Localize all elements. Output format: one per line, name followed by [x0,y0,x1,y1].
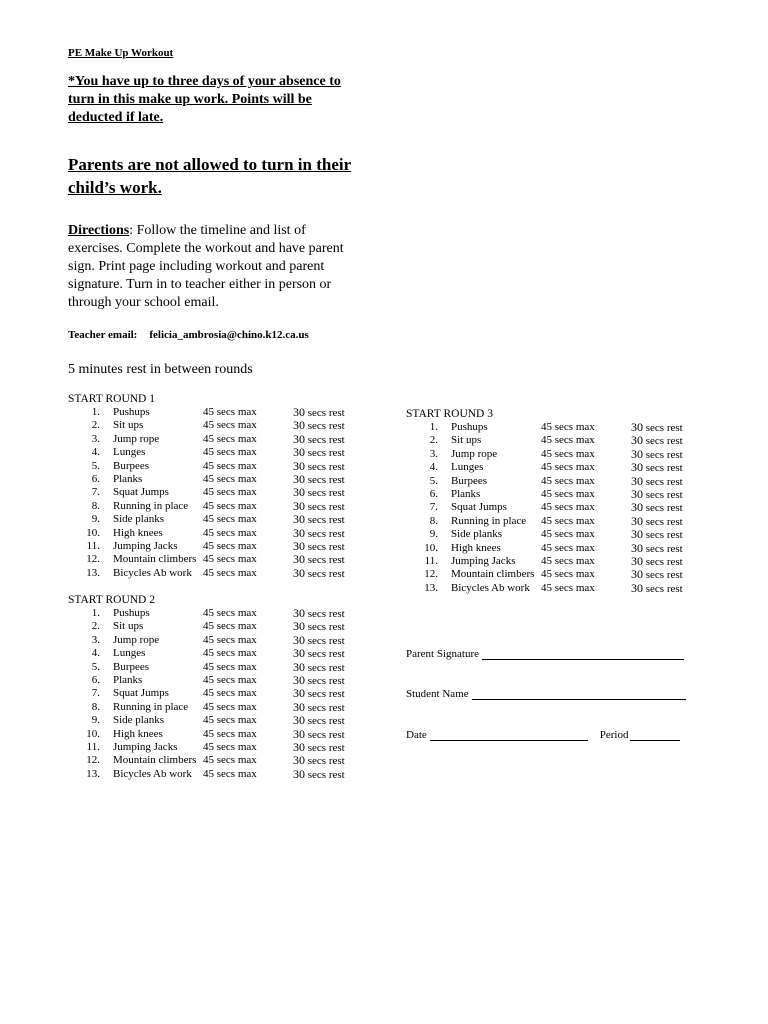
exercise-row [68,739,345,754]
exercise-number: 1. [91,406,100,418]
exercise-number: 4. [91,647,100,660]
exercise-name: Sit ups [451,434,482,447]
exercise-name: Mountain climbers [113,553,197,566]
exercise-name: Planks [451,487,481,500]
exercise-duration: 45 secs max [541,487,595,500]
round-title: START ROUND 1 [68,393,155,405]
rest-seconds: 30 [293,726,305,741]
exercise-duration: 45 secs max [541,447,595,460]
directions-paragraph [68,222,358,312]
rest-seconds: 30 [293,431,305,446]
rest-label: secs rest [645,448,683,461]
exercise-number: 3. [91,432,100,445]
exercise-number: 2. [429,434,438,447]
exercise-name: Jumping Jacks [451,554,516,567]
rest-seconds: 30 [293,619,305,634]
teacher-email-label: Teacher email: [68,329,138,341]
exercise-row [406,446,683,461]
rest-seconds: 30 [631,500,643,515]
rest-seconds: 30 [293,659,305,674]
exercise-row [68,646,345,661]
exercise-number: 6. [91,472,100,485]
exercise-name: Squat Jumps [451,501,507,514]
exercise-row [406,486,683,501]
rest-label: secs rest [307,728,345,741]
exercise-number: 9. [91,714,100,727]
exercise-number: 11. [424,554,438,567]
rest-seconds: 30 [293,405,305,419]
exercise-number: 10. [86,526,100,539]
exercise-number: 12. [86,553,100,566]
exercise-number: 4. [429,461,438,474]
exercise-name: Jump rope [451,447,498,460]
exercise-number: 6. [91,673,100,686]
exercise-duration: 45 secs max [541,514,595,527]
rest-label: secs rest [645,435,683,448]
exercise-name: Squat Jumps [113,486,169,499]
rest-seconds: 30 [631,460,643,475]
rest-label: secs rest [645,569,683,582]
exercise-number: 2. [91,620,100,633]
parent-signature-label: Parent Signature [406,648,480,660]
rest-label: secs rest [307,567,345,580]
rest-seconds: 30 [293,632,305,647]
rest-seconds: 30 [293,445,305,460]
exercise-number: 12. [424,568,438,581]
rest-label: secs rest [307,661,345,674]
date-field[interactable] [430,729,588,741]
exercise-name: Running in place [113,499,189,512]
rest-label: secs rest [307,420,345,433]
exercise-name: Side planks [113,714,165,727]
rest-label: secs rest [645,488,683,501]
exercise-row [406,433,683,448]
rest-seconds: 30 [293,418,305,433]
exercise-row [68,672,345,687]
period-field[interactable] [630,729,680,741]
exercise-duration: 45 secs max [541,461,595,474]
exercise-rest [293,567,345,581]
exercise-number: 4. [91,446,100,459]
exercise-number: 10. [424,541,438,554]
exercise-row [406,580,683,595]
parents-notice: Parents are not allowed to turn in their child’s work. [68,155,352,197]
exercise-number: 8. [91,499,100,512]
student-name-line [406,688,686,700]
exercise-row [406,567,683,582]
rest-seconds: 30 [293,458,305,473]
exercise-duration: 45 secs max [541,528,595,541]
exercise-duration: 45 secs max [203,633,257,646]
rest-seconds: 30 [293,713,305,728]
rest-seconds: 30 [293,672,305,687]
rest-seconds: 30 [293,646,305,661]
rest-seconds: 30 [631,473,643,488]
exercise-duration: 45 secs max [203,767,257,780]
rest-seconds: 30 [293,686,305,701]
exercise-name: Lunges [113,647,146,660]
exercise-name: Bicycles Ab work [113,767,192,780]
exercise-name: Mountain climbers [113,754,197,767]
exercise-row [68,659,345,674]
rest-seconds: 30 [293,753,305,768]
exercise-duration: 45 secs max [203,754,257,767]
rest-label: secs rest [645,542,683,555]
exercise-row [68,699,345,714]
exercise-name: Bicycles Ab work [451,581,530,594]
exercise-name: Pushups [451,421,488,433]
exercise-duration: 45 secs max [541,541,595,554]
exercise-name: Jump rope [113,633,160,646]
exercise-row [68,512,345,527]
rest-label: secs rest [307,473,345,486]
exercise-name: Jumping Jacks [113,740,178,753]
exercise-number: 8. [91,700,100,713]
directions-text: : Follow the timeline and list of exercises. Complete the workout and have parent sign. Print page including workout and parent signature. Turn in to teacher either in person or through your school email. [68,223,344,310]
exercise-name: Jump rope [113,432,160,445]
teacher-email-address: felicia_ambrosia@chino.k12.ca.us [149,329,309,341]
exercise-duration: 45 secs max [203,714,257,727]
rest-label: secs rest [307,407,345,419]
rest-seconds: 30 [631,420,643,434]
exercise-duration: 45 secs max [203,406,257,418]
rest-label: secs rest [307,755,345,768]
exercise-row [68,431,345,446]
rest-label: secs rest [307,608,345,620]
date-label: Date [406,729,427,741]
exercise-row [68,766,345,781]
exercise-name: Squat Jumps [113,687,169,700]
exercise-name: Lunges [451,461,484,474]
exercise-duration: 45 secs max [541,554,595,567]
exercise-name: Planks [113,472,143,485]
exercise-duration: 45 secs max [203,620,257,633]
exercise-number: 1. [429,421,438,433]
exercise-row [68,726,345,741]
exercise-duration: 45 secs max [203,740,257,753]
rest-label: secs rest [307,768,345,781]
round-3 [406,407,683,595]
rest-label: secs rest [645,555,683,568]
exercise-number: 10. [86,727,100,740]
exercise-row [406,420,683,434]
exercise-duration: 45 secs max [203,566,257,579]
exercise-row [68,525,345,540]
rest-seconds: 30 [631,553,643,568]
exercise-name: Jumping Jacks [113,539,178,552]
exercise-row [68,632,345,647]
exercise-duration: 45 secs max [203,499,257,512]
exercise-number: 7. [429,501,438,514]
exercise-name: Burpees [113,459,150,472]
late-notice: *You have up to three days of your absence to turn in this make up work. Points will be deducted if late. [68,74,341,125]
exercise-row [68,686,345,701]
exercise-row [68,538,345,553]
exercise-duration: 45 secs max [203,472,257,485]
directions-label: Directions [68,223,130,238]
rest-label: secs rest [307,621,345,634]
exercise-name: Running in place [113,700,189,713]
exercise-row [68,471,345,486]
exercise-number: 3. [91,633,100,646]
rest-label: secs rest [307,554,345,567]
exercise-row [68,458,345,473]
exercise-number: 5. [429,474,438,487]
round-title: START ROUND 3 [406,408,493,420]
exercise-duration: 45 secs max [541,581,595,594]
exercise-duration: 45 secs max [203,459,257,472]
rest-seconds: 30 [293,552,305,567]
exercise-duration: 45 secs max [203,727,257,740]
exercise-name: Bicycles Ab work [113,566,192,579]
rest-seconds: 30 [293,766,305,781]
exercise-name: Burpees [113,660,150,673]
rest-seconds: 30 [293,512,305,527]
exercise-duration: 45 secs max [541,434,595,447]
exercise-number: 7. [91,687,100,700]
exercise-row [68,552,345,567]
rest-label: secs rest [645,502,683,515]
exercise-duration: 45 secs max [203,660,257,673]
round-2 [68,593,345,781]
exercise-duration: 45 secs max [203,607,257,619]
rest-seconds: 30 [631,486,643,501]
exercise-number: 12. [86,754,100,767]
exercise-number: 9. [429,528,438,541]
exercise-duration: 45 secs max [203,486,257,499]
exercise-row [68,713,345,728]
exercise-row [406,553,683,568]
exercise-name: Lunges [113,446,146,459]
exercise-duration: 45 secs max [203,553,257,566]
round-title: START ROUND 2 [68,594,155,606]
rest-label: secs rest [307,741,345,754]
rest-seconds: 30 [631,567,643,582]
exercise-name: Running in place [451,514,527,527]
exercise-list [406,420,683,595]
exercise-name: High knees [451,541,501,554]
exercise-number: 11. [86,740,100,753]
exercise-rest [293,768,345,782]
exercise-number: 13. [424,581,438,594]
rest-label: secs rest [645,529,683,542]
exercise-number: 7. [91,486,100,499]
exercise-duration: 45 secs max [541,421,595,433]
rest-seconds: 30 [631,433,643,448]
exercise-name: Planks [113,673,143,686]
document-title: PE Make Up Workout [68,47,174,59]
rest-seconds: 30 [293,699,305,714]
rest-label: secs rest [307,433,345,446]
rest-label: secs rest [307,674,345,687]
exercise-duration: 45 secs max [203,539,257,552]
rest-label: secs rest [307,514,345,527]
exercise-row [68,485,345,500]
exercise-duration: 45 secs max [203,647,257,660]
rest-label: secs rest [307,634,345,647]
exercise-number: 6. [429,487,438,500]
rest-seconds: 30 [631,513,643,528]
exercise-name: Burpees [451,474,488,487]
teacher-email [68,329,309,341]
exercise-duration: 45 secs max [541,474,595,487]
rest-seconds: 30 [293,606,305,620]
exercise-row [406,500,683,515]
exercise-duration: 45 secs max [541,568,595,581]
exercise-duration: 45 secs max [203,432,257,445]
rest-label: secs rest [307,540,345,553]
rest-seconds: 30 [293,739,305,754]
rest-label: secs rest [307,527,345,540]
exercise-row [68,606,345,620]
exercise-name: Mountain climbers [451,568,535,581]
exercise-row [68,565,345,580]
exercise-name: Side planks [113,513,165,526]
rest-seconds: 30 [293,485,305,500]
round-1 [68,392,345,580]
exercise-row [406,540,683,555]
exercise-duration: 45 secs max [203,700,257,713]
rest-seconds: 30 [631,527,643,542]
rest-label: secs rest [645,422,683,434]
exercise-name: Side planks [451,528,503,541]
parent-signature-line [406,648,684,660]
exercise-number: 8. [429,514,438,527]
exercise-number: 2. [91,419,100,432]
rest-label: secs rest [645,475,683,488]
rest-seconds: 30 [631,580,643,595]
exercise-row [68,405,345,419]
exercise-name: Sit ups [113,419,144,432]
exercise-name: High knees [113,727,163,740]
exercise-name: Pushups [113,607,150,619]
exercise-duration: 45 secs max [203,687,257,700]
rest-seconds: 30 [631,446,643,461]
exercise-row [406,460,683,475]
rest-seconds: 30 [631,540,643,555]
exercise-number: 11. [86,539,100,552]
exercise-duration: 45 secs max [203,419,257,432]
exercise-number: 5. [91,459,100,472]
exercise-row [68,619,345,634]
rest-seconds: 30 [293,565,305,580]
rest-label: secs rest [307,715,345,728]
rest-label: secs rest [307,447,345,460]
exercise-rest [631,582,683,596]
rest-between-rounds: 5 minutes rest in between rounds [68,362,253,377]
exercise-list [68,405,345,580]
rest-label: secs rest [645,462,683,475]
exercise-name: High knees [113,526,163,539]
exercise-row [68,498,345,513]
exercise-number: 3. [429,447,438,460]
exercise-duration: 45 secs max [203,446,257,459]
rest-label: secs rest [307,460,345,473]
exercise-row [68,418,345,433]
exercise-row [406,513,683,528]
exercise-duration: 45 secs max [203,673,257,686]
rest-seconds: 30 [293,538,305,553]
exercise-number: 5. [91,660,100,673]
exercise-number: 9. [91,513,100,526]
exercise-duration: 45 secs max [541,501,595,514]
exercise-name: Sit ups [113,620,144,633]
exercise-duration: 45 secs max [203,526,257,539]
exercise-row [68,753,345,768]
rest-label: secs rest [307,500,345,513]
rest-seconds: 30 [293,498,305,513]
date-period-line [406,729,680,741]
rest-label: secs rest [307,688,345,701]
period-label: Period [599,729,629,741]
exercise-row [406,527,683,542]
exercise-row [68,445,345,460]
student-name-field[interactable] [472,688,686,700]
rest-seconds: 30 [293,525,305,540]
exercise-list [68,606,345,781]
rest-label: secs rest [307,648,345,661]
exercise-duration: 45 secs max [203,513,257,526]
exercise-name: Pushups [113,406,150,418]
student-name-label: Student Name [406,688,469,700]
exercise-number: 13. [86,767,100,780]
exercise-number: 1. [91,607,100,619]
exercise-number: 13. [86,566,100,579]
rest-label: secs rest [307,701,345,714]
rest-label: secs rest [307,487,345,500]
rest-seconds: 30 [293,471,305,486]
exercise-row [406,473,683,488]
parent-signature-field[interactable] [482,648,684,660]
rest-label: secs rest [645,582,683,595]
rest-label: secs rest [645,515,683,528]
